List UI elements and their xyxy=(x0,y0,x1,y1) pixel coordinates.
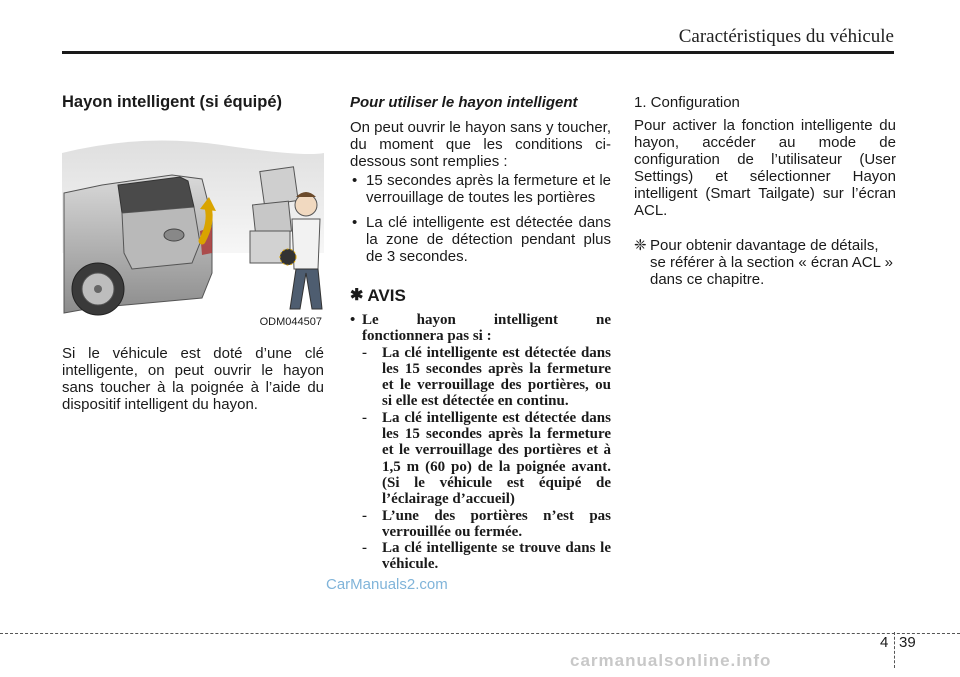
note-icon: ❈ xyxy=(634,237,647,254)
column-right xyxy=(634,94,896,288)
intro-paragraph: Si le véhicule est doté d’une clé intelligente, on peut ouvrir le hayon sans toucher à la poignée à l’aide du dispositif intelligent du hayon. xyxy=(62,345,324,413)
star-icon: ✱ xyxy=(350,287,364,304)
notice-lead: • Le hayon intelligent ne xyxy=(350,312,611,328)
notice-heading xyxy=(350,287,611,304)
chapter-number: 4 xyxy=(880,634,889,651)
section-title: Hayon intelligent (si équipé) xyxy=(62,93,283,111)
running-header: Caractéristiques du véhicule xyxy=(678,26,894,47)
tailgate-illustration xyxy=(62,123,324,327)
notice-item: - La clé intelligente se trouve dans le véhicule. xyxy=(362,540,611,573)
notice-title: AVIS xyxy=(367,286,406,305)
notice-box xyxy=(350,312,611,573)
column-middle xyxy=(350,94,611,573)
site-watermark: carmanualsonline.info xyxy=(570,651,772,670)
column-left xyxy=(62,94,324,413)
footer-rule xyxy=(0,633,960,634)
watermark-text: CarManuals2.com xyxy=(326,576,448,593)
page-separator xyxy=(894,632,895,668)
header-rule xyxy=(62,51,894,54)
list-item: • La clé intelligente est détectée dans la zone de détection pendant plus de 3 secondes. xyxy=(350,214,611,265)
notice-item: - La clé intelligente est détectée dans les 15 secondes après la fermeture et le verrouillage des portières et à 1,5 m (60 po) de la poignée avant. (Si le véhicule est équipé de l’éclairage d’accueil) xyxy=(362,410,611,508)
notice-item: - La clé intelligente est détectée dans les 15 secondes après la fermeture et le verrouillage des portières, ou si elle est détectée en continu. xyxy=(362,345,611,410)
config-heading: 1. Configuration xyxy=(634,94,740,111)
conditions-intro: On peut ouvrir le hayon sans y toucher, du moment que les conditions ci-dessous sont remplies : xyxy=(350,119,611,170)
figure-code: ODM044507 xyxy=(258,314,324,331)
page-number: 39 xyxy=(899,634,916,651)
conditions-list xyxy=(350,172,611,265)
subsection-title: Pour utiliser le hayon intelligent xyxy=(350,94,578,111)
notice-lead-continued: fonctionnera pas si : xyxy=(362,328,492,345)
tip-note xyxy=(634,237,896,288)
list-item: • 15 secondes après la fermeture et le verrouillage de toutes les portières xyxy=(350,172,611,206)
notice-item: - L’une des portières n’est pas verrouillée ou fermée. xyxy=(362,508,611,541)
config-paragraph: Pour activer la fonction intelligente du hayon, accéder au mode de configuration de l’utilisateur (User Settings) et sélectionner Hayon intelligent (Smart Tailgate) sur l’écran ACL. xyxy=(634,117,896,219)
tip-text: Pour obtenir davantage de détails, se référer à la section « écran ACL » dans ce chapitre. xyxy=(650,237,893,288)
car-and-person-drawing xyxy=(62,123,324,327)
